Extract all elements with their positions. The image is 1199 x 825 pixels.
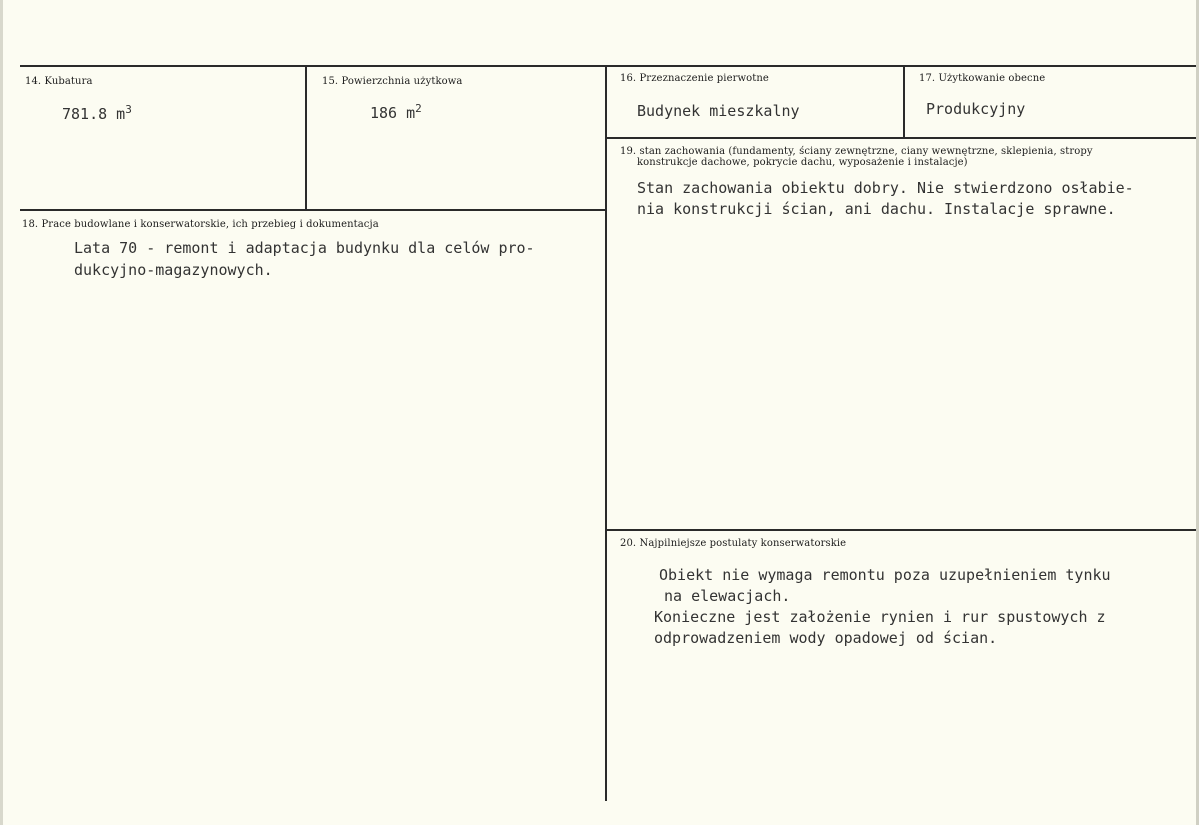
field-14-exponent: 3: [125, 103, 132, 116]
field-19-line-1: Stan zachowania obiektu dobry. Nie stwierdzono osłabie-: [637, 179, 1134, 197]
divider-14-15: [305, 66, 307, 210]
field-20-line-1: Obiekt nie wymaga remontu poza uzupełnieniem tynku: [659, 566, 1111, 584]
top-rule: [20, 65, 1196, 67]
field-15-value: [370, 102, 422, 124]
field-19-line-2: nia konstrukcji ścian, ani dachu. Instalacje sprawne.: [637, 200, 1116, 218]
field-16-label: 16. Przeznaczenie pierwotne: [620, 73, 769, 84]
card-edge-left: [0, 0, 3, 825]
field-15-exponent: 2: [415, 102, 422, 115]
field-20-line-4: odprowadzeniem wody opadowej od ścian.: [654, 629, 998, 647]
center-divider: [605, 66, 607, 801]
field-17-label: 17. Użytkowanie obecne: [919, 73, 1046, 84]
divider-16-17: [903, 66, 905, 138]
field-16-value: Budynek mieszkalny: [637, 102, 800, 120]
rule-below-19: [607, 529, 1196, 531]
field-15-label: 15. Powierzchnia użytkowa: [322, 76, 463, 87]
field-14-value-text: 781.8 m: [62, 105, 126, 123]
field-20-line-2: na elewacjach.: [664, 587, 791, 605]
field-18-line-1: Lata 70 - remont i adaptacja budynku dla celów pro-: [74, 239, 535, 257]
field-17-value: Produkcyjny: [926, 100, 1026, 118]
field-18-line-2: dukcyjno-magazynowych.: [74, 261, 273, 279]
rule-below-16-17: [607, 137, 1196, 139]
field-19-label-line-1: 19. stan zachowania (fundamenty, ściany zewnętrzne, ciany wewnętrzne, sklepienia, stropy: [620, 146, 1093, 157]
field-19-label-line-2: konstrukcje dachowe, pokrycie dachu, wyposażenie i instalacje): [637, 157, 968, 168]
field-15-value-text: 186 m: [370, 104, 416, 122]
field-14-value: [62, 103, 132, 125]
field-20-label: 20. Najpilniejsze postulaty konserwatorskie: [620, 538, 847, 549]
field-14-label: 14. Kubatura: [25, 76, 93, 87]
field-18-label: 18. Prace budowlane i konserwatorskie, ich przebieg i dokumentacja: [22, 219, 379, 230]
field-20-line-3: Konieczne jest założenie rynien i rur spustowych z: [654, 608, 1106, 626]
rule-below-14-15: [20, 209, 606, 211]
